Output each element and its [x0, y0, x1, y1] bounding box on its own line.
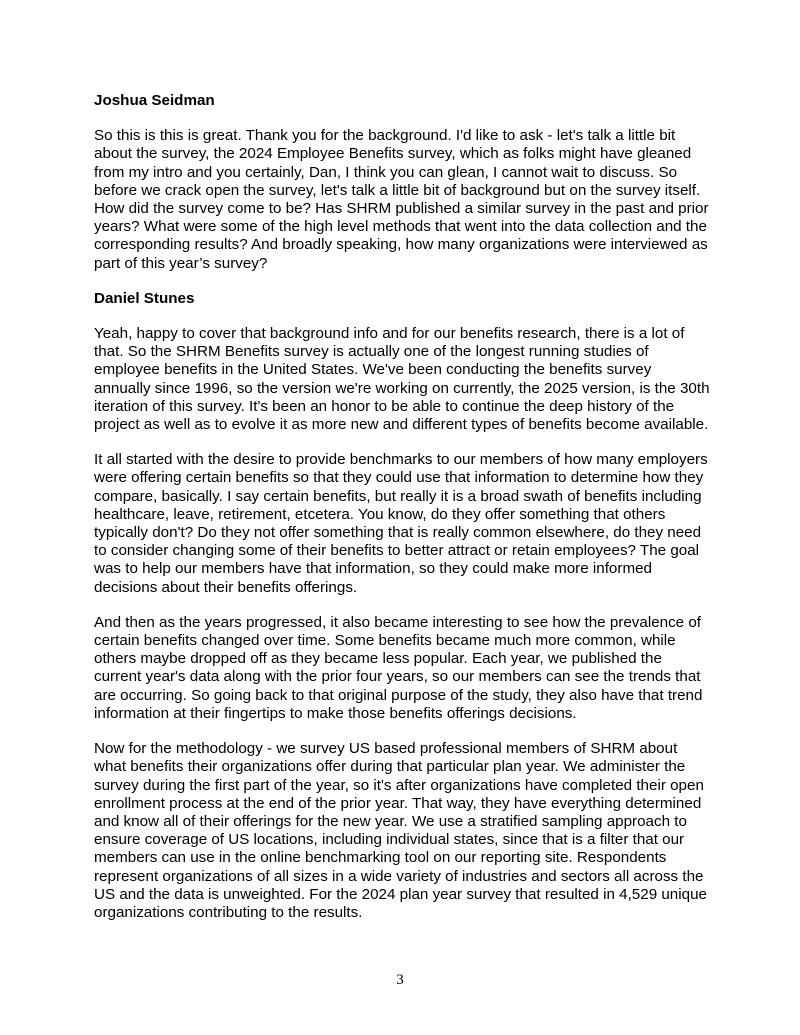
- speaker-block: [94, 92, 710, 273]
- paragraph: And then as the years progressed, it also became interesting to see how the prevalence of certain benefits changed over time. Some benefits became much more common, while others maybe dropped off as they became less popular. Each year, we published the current year's data along with the prior four years, so our members can see the trends that are occurring. So going back to that original purpose of the study, they also have that trend information at their fingertips to make those benefits offerings decisions.: [94, 613, 703, 722]
- speaker-name: Daniel Stunes: [94, 289, 195, 307]
- paragraph: Now for the methodology - we survey US based professional members of SHRM about what benefits their organizations offer during that particular plan year. We administer the survey during the first part of the year, so it's after organizations have completed their open enrollment process at the end of the prior year. That way, they have everything determined and know all of their offerings for the new year. We use a stratified sampling approach to ensure coverage of US locations, including individual states, since that is a filter that our members can use in the online benchmarking tool on our reporting site. Respondents represent organizations of all sizes in a wide variety of industries and sectors all across the US and the data is unweighted. For the 2024 plan year survey that resulted in 4,529 unique organizations contributing to the results.: [94, 740, 707, 921]
- page-number: 3: [396, 972, 404, 988]
- transcript-page: [94, 92, 710, 939]
- paragraph: So this is this is great. Thank you for the background. I'd like to ask - let's talk a little bit about the survey, the 2024 Employee Benefits survey, which as folks might have gleaned from my intro and you certainly, Dan, I think you can glean, I cannot wait to discuss. So before we crack open the survey, let's talk a little bit of background but on the survey itself. How did the survey come to be? Has SHRM published a similar survey in the past and prior years? What were some of the high level methods that went into the data collection and the corresponding results? And broadly speaking, how many organizations were interviewed as part of this year’s survey?: [94, 127, 709, 272]
- paragraph: Yeah, happy to cover that background info and for our benefits research, there is a lot of that. So the SHRM Benefits survey is actually one of the longest running studies of employee benefits in the United States. We've been conducting the benefits survey annually since 1996, so the version we're working on currently, the 2025 version, is the 30th iteration of this survey. It's been an honor to be able to continue the deep history of the project as well as to evolve it as more new and different types of benefits become available.: [94, 325, 710, 434]
- speaker-name: Joshua Seidman: [94, 92, 215, 109]
- speaker-block: [94, 290, 710, 922]
- paragraph: It all started with the desire to provide benchmarks to our members of how many employers were offering certain benefits so that they could use that information to determine how they compare, basically. I say certain benefits, but really it is a broad swath of benefits including healthcare, leave, retirement, etcetera. You know, do they offer something that others typically don't? Do they not offer something that is really common elsewhere, do they need to consider changing some of their benefits to better attract or retain employees? The goal was to help our members have that information, so they could make more informed decisions about their benefits offerings.: [94, 451, 708, 596]
